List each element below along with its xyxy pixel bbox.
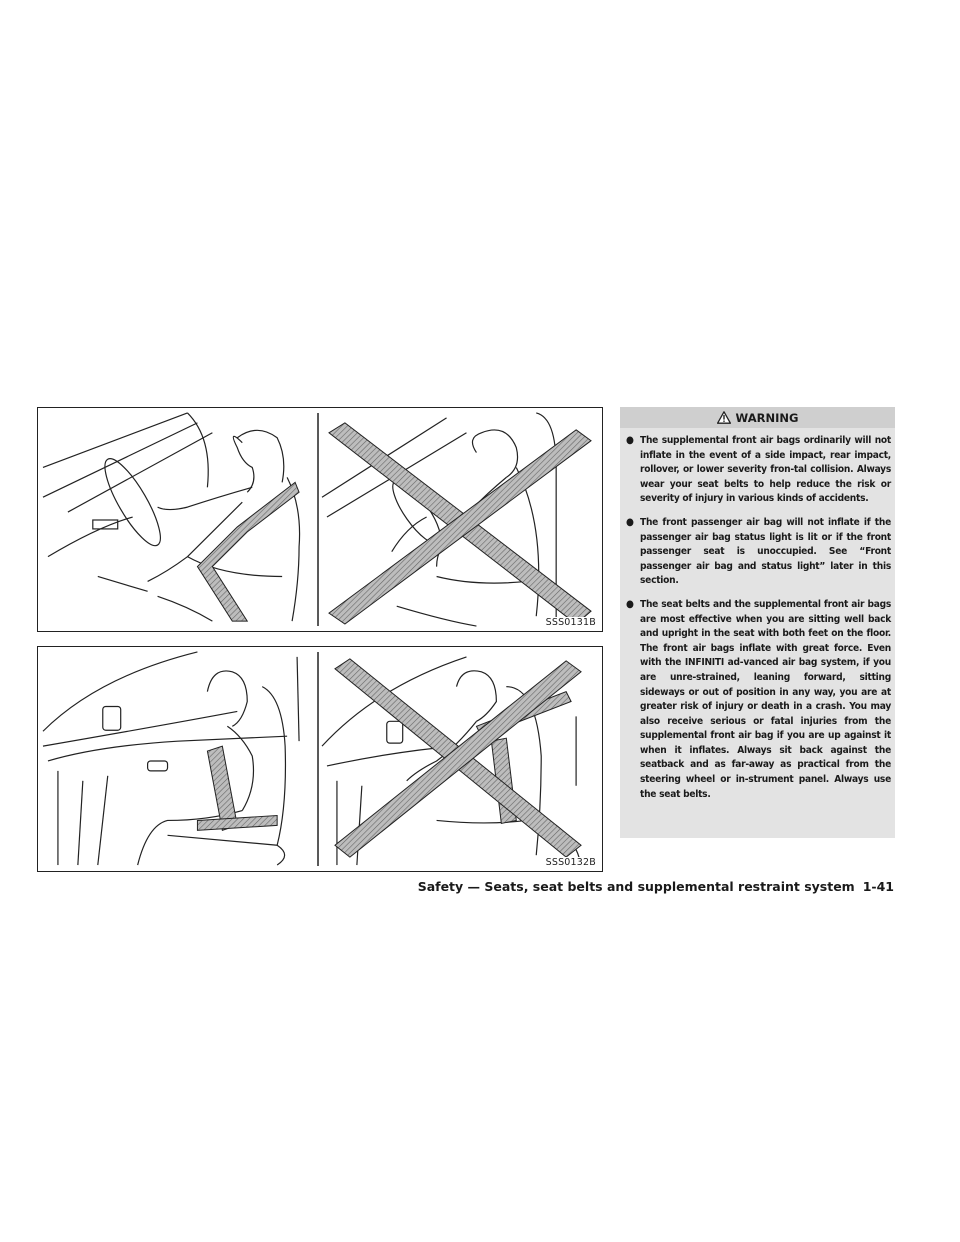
warning-item-text: The front passenger air bag will not inflate if the passenger air bag status light is lit or if the front passenger seat is unoccupied. See “Front passenger air bag and status light” later in this section. xyxy=(640,516,891,587)
bullet: ● xyxy=(626,598,634,610)
warning-list xyxy=(620,428,895,802)
warning-triangle-icon xyxy=(717,411,731,424)
figure-passenger-posture xyxy=(37,646,603,872)
warning-title: WARNING xyxy=(735,410,799,425)
page-number: 1-41 xyxy=(862,879,894,894)
warning-item-text: The seat belts and the supplemental front air bags are most effective when you are sitting well back and upright in the seat with both feet on the floor. The front air bags inflate with great force. Even with the INFINITI ad-vanced air bag system, if you are unre-strained, leaning forward, sitting sideways or out of position in any way, you are at greater risk of injury or death in a crash. You may also receive serious or fatal injuries from the supplemental front air bag if you are up against it when it inflates. Always sit back against the seatback and as far-away as practical from the steering wheel or in-strument panel. Always use the seat belts. xyxy=(640,598,891,800)
warning-item-text: The supplemental front air bags ordinarily will not inflate in the event of a side impact, rear impact, rollover, or lower severity fron-tal collision. Always wear your seat belts to help reduce the risk or severity of injury in various kinds of accidents. xyxy=(640,435,891,505)
warning-header xyxy=(620,407,895,428)
warning-item xyxy=(626,598,891,802)
figure-code: SSS0132B xyxy=(545,857,596,868)
page-footer xyxy=(418,879,894,894)
bullet: ● xyxy=(626,516,634,528)
passenger-posture-illustration xyxy=(38,647,602,871)
warning-box xyxy=(620,407,895,838)
bullet: ● xyxy=(626,435,634,446)
driver-posture-illustration xyxy=(38,408,602,631)
footer-section-title: Safety — Seats, seat belts and supplemental restraint system xyxy=(417,879,855,894)
figure-driver-posture xyxy=(37,407,603,632)
warning-item xyxy=(626,434,891,507)
figure-code: SSS0131B xyxy=(545,617,596,628)
warning-item xyxy=(626,516,891,589)
